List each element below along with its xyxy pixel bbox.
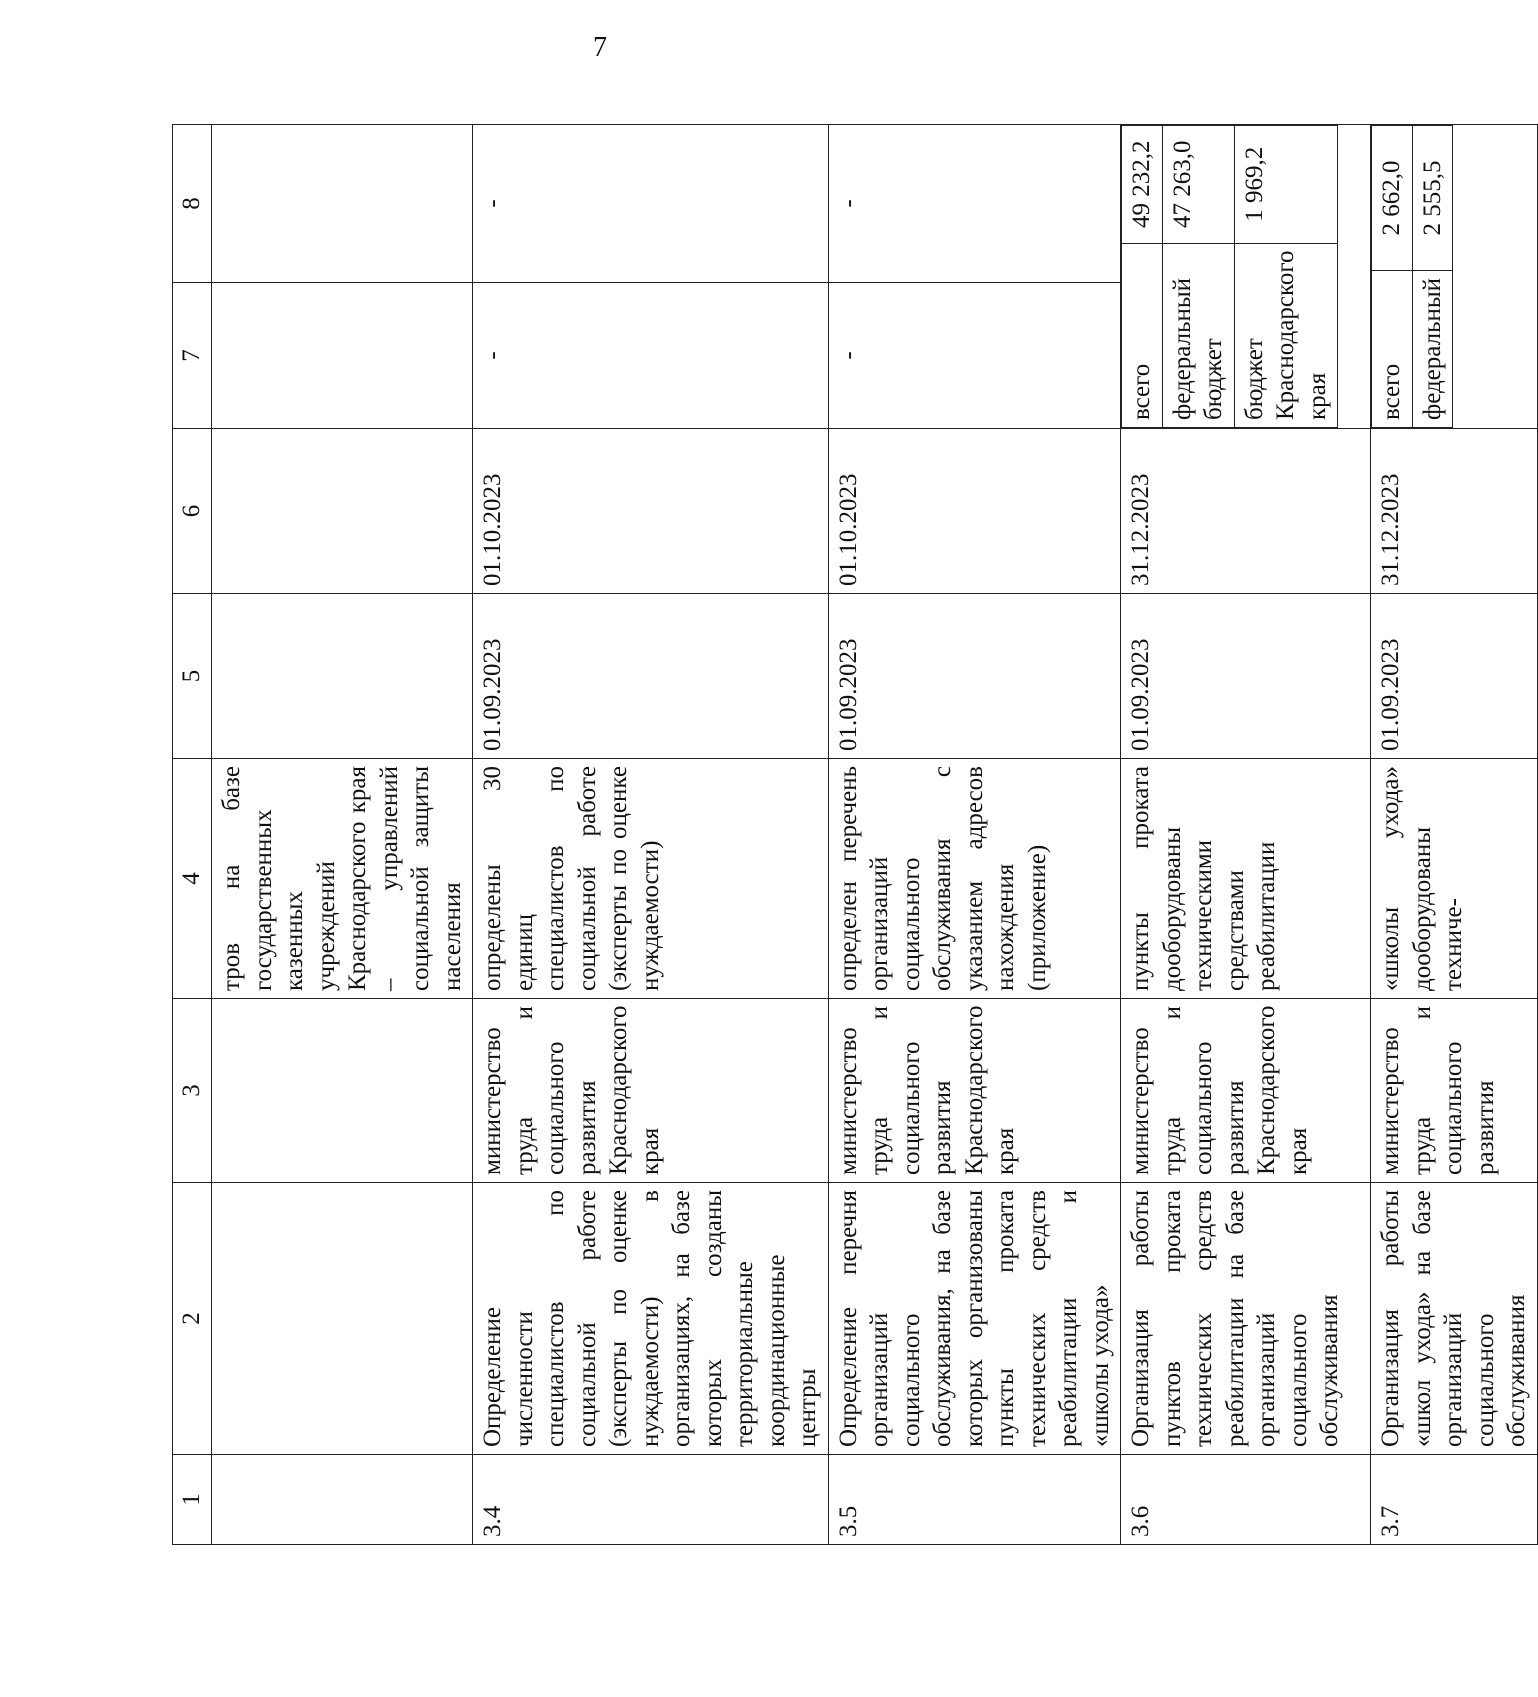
funding-amount: - [828,125,1121,283]
header-cell: 3 [173,999,212,1183]
measure-name: Определение численности специалистов по социальной работе (эксперты по оценке нуждаемости) в организациях, на базе которых созданы территориальные координационные центры [473,1183,829,1455]
start-date: 01.09.2023 [473,594,829,759]
start-date: 01.09.2023 [1371,594,1538,759]
result-cell: тров на базе государственных казенных учреждений Краснодарского края – управлений социальной защиты населения [212,759,473,999]
end-date: 01.10.2023 [473,429,829,594]
row-number: 3.4 [473,1455,829,1545]
funding-amount: - [473,125,829,283]
funding-amount: 2 662,0 [1372,126,1413,271]
funding-breakdown [1371,125,1538,429]
funding-subtable [1121,125,1338,428]
executor: министерство труда и социального развития [1371,999,1538,1183]
executor: министерство труда и социального развития Краснодарского края [1121,999,1371,1183]
result-cell: пункты проката дооборудованы техническими средствами реабилитации [1121,759,1371,999]
table-row [1121,125,1371,1545]
funding-source: федеральный [1412,270,1453,427]
funding-subtable [1371,125,1453,428]
end-date: 31.12.2023 [1121,429,1371,594]
table-row [212,125,473,1545]
executor: министерство труда и социального развития Краснодарского края [828,999,1121,1183]
rotated-table-container [172,125,1530,1545]
table-row [1371,125,1538,1545]
table-row [828,125,1121,1545]
end-date: 31.12.2023 [1371,429,1538,594]
header-row [173,125,212,1545]
funding-amount: 49 232,2 [1122,126,1163,244]
measure-name: Организация работы пунктов проката технических средств реабилитации на базе организаций социального обслуживания [1121,1183,1371,1455]
result-cell: определен перечень организаций социального обслуживания с указанием адресов нахождения (приложение) [828,759,1121,999]
measure-name: Организация работы «школ ухода» на базе организаций социального обслуживания [1371,1183,1538,1455]
end-date: 01.10.2023 [828,429,1121,594]
funding-source: - [828,283,1121,429]
result-cell: определены 30 единиц специалистов по социальной работе (эксперты по оценке нуждаемости) [473,759,829,999]
page-number: 7 [593,32,607,63]
row-number: 3.7 [1371,1455,1538,1545]
header-cell: 4 [173,759,212,999]
table-row [473,125,829,1545]
funding-amount: 47 263,0 [1162,126,1234,244]
row-number: 3.5 [828,1455,1121,1545]
funding-amount: 2 555,5 [1412,126,1453,271]
header-cell: 1 [173,1455,212,1545]
funding-source: бюджет Краснодарского края [1234,243,1338,427]
executor: министерство труда и социального развития Краснодарского края [473,999,829,1183]
funding-source: - [473,283,829,429]
funding-amount: 1 969,2 [1234,126,1338,244]
header-cell: 7 [173,283,212,429]
row-number: 3.6 [1121,1455,1371,1545]
start-date: 01.09.2023 [1121,594,1371,759]
funding-breakdown [1121,125,1371,429]
start-date: 01.09.2023 [828,594,1121,759]
header-cell: 6 [173,429,212,594]
measure-name: Определение перечня организаций социального обслуживания, на базе которых организованы пункты проката технических средств реабилитации и «школы ухода» [828,1183,1121,1455]
funding-source: всего [1372,270,1413,427]
funding-source: федеральный бюджет [1162,243,1234,427]
header-cell: 5 [173,594,212,759]
header-cell: 8 [173,125,212,283]
header-cell: 2 [173,1183,212,1455]
funding-source: всего [1122,243,1163,427]
measures-table [172,124,1538,1545]
result-cell: «школы ухода» дооборудованы техниче- [1371,759,1538,999]
